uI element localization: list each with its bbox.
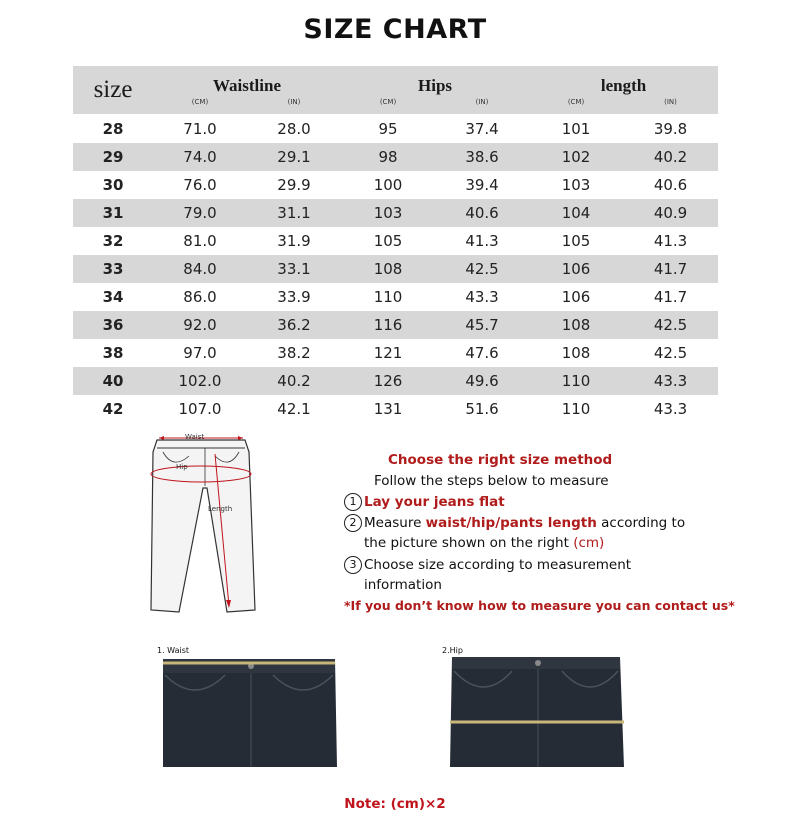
measurement-cell: 100 [373, 176, 403, 194]
measurement-cell: 36.2 [247, 311, 341, 339]
measurement-cell: 43.3 [623, 367, 718, 395]
pants-measure-diagram [145, 430, 265, 622]
length-label: Length [208, 505, 233, 513]
hip-photo [440, 645, 625, 767]
step-2 [344, 514, 685, 532]
measurement-cell: 97.0 [183, 344, 217, 362]
measurement-cell: 38.2 [277, 344, 311, 362]
measurement-cell: 41.3 [653, 232, 688, 250]
size-cell: 36 [73, 311, 153, 339]
measurement-cell: 108 [341, 255, 435, 283]
measurement-cell: 104 [529, 199, 623, 227]
measurement-cell: 107.0 [178, 400, 222, 418]
unit-label: (IN) [623, 98, 718, 114]
unit-label: (IN) [435, 98, 529, 114]
measurement-cell: 74.0 [153, 143, 247, 171]
measurement-cell: 102.0 [153, 367, 247, 395]
table-row [73, 143, 718, 171]
waist-photo [155, 645, 340, 767]
method-title: Choose the right size method [388, 452, 613, 468]
hip-photo-label: 2.Hip [442, 646, 463, 655]
unit-label: (CM) [341, 98, 435, 114]
measurement-cell: 33.9 [277, 288, 311, 306]
measurement-cell: 86.0 [183, 288, 217, 306]
size-cell: 40 [73, 367, 153, 395]
length-header: length [529, 66, 718, 98]
step-1-text: Lay your jeans flat [364, 494, 505, 510]
unit-header-row [73, 98, 718, 114]
measurement-cell: 45.7 [435, 311, 529, 339]
step-number: 3 [344, 556, 362, 574]
size-cell: 34 [102, 288, 124, 306]
measurement-cell: 33.1 [247, 255, 341, 283]
waist-label: Waist [185, 433, 205, 441]
measurement-cell: 92.0 [153, 311, 247, 339]
step-number: 1 [344, 493, 362, 511]
measurement-cell: 108 [529, 311, 623, 339]
step-2-continuation [364, 535, 604, 551]
measurement-cell: 84.0 [153, 255, 247, 283]
measurement-cell: 81.0 [183, 232, 217, 250]
measurement-cell: 71.0 [183, 120, 217, 138]
unit-label: (CM) [529, 98, 623, 114]
measurement-cell: 42.5 [623, 311, 718, 339]
measurement-cell: 42.5 [653, 344, 688, 362]
size-cell: 31 [73, 199, 153, 227]
step-2-text-tail: according to [596, 515, 686, 531]
table-row [73, 283, 718, 311]
hips-header: Hips [341, 66, 529, 98]
measurement-cell: 31.1 [247, 199, 341, 227]
measurement-cell: 47.6 [465, 344, 499, 362]
measurement-cell: 31.9 [277, 232, 311, 250]
table-row [73, 339, 718, 367]
measurement-cell: 40.2 [247, 367, 341, 395]
measurement-cell: 28.0 [277, 120, 311, 138]
table-row [73, 171, 718, 199]
measurement-cell: 102 [529, 143, 623, 171]
measurement-cell: 110 [529, 367, 623, 395]
size-chart-table [73, 66, 718, 423]
measurement-cell: 51.6 [465, 400, 499, 418]
step-3-text: Choose size according to measurement [364, 557, 632, 573]
measurement-cell: 40.9 [623, 199, 718, 227]
measurement-cell: 106 [561, 288, 591, 306]
size-cell: 32 [102, 232, 124, 250]
measurement-cell: 42.5 [435, 255, 529, 283]
measurement-cell: 41.7 [623, 255, 718, 283]
measurement-cell: 41.7 [653, 288, 688, 306]
measurement-cell: 39.4 [465, 176, 499, 194]
measurement-cell: 38.6 [435, 143, 529, 171]
size-column-header: size [73, 66, 153, 114]
size-cell: 29 [73, 143, 153, 171]
step-2-text-cont: the picture shown on the right [364, 535, 574, 551]
step-1 [344, 493, 505, 511]
waistline-header: Waistline [153, 66, 341, 98]
step-3-continuation: information [364, 577, 442, 593]
size-cell: 28 [102, 120, 124, 138]
table-header-row [73, 66, 718, 98]
step-3 [344, 556, 631, 574]
measurement-cell: 49.6 [435, 367, 529, 395]
unit-label: (CM) [153, 98, 247, 114]
step-2-highlight: waist/hip/pants length [425, 515, 597, 531]
waist-photo-label: 1. Waist [157, 646, 190, 655]
table-row [73, 227, 718, 255]
step-2-text: Measure [364, 515, 426, 531]
size-cell: 38 [102, 344, 124, 362]
size-cell: 30 [102, 176, 124, 194]
measurement-cell: 42.1 [277, 400, 311, 418]
unit-label: (IN) [247, 98, 341, 114]
method-subtitle: Follow the steps below to measure [374, 473, 609, 489]
contact-note: *If you don’t know how to measure you can contact us* [344, 598, 735, 613]
hip-label: Hip [176, 463, 188, 471]
measurement-cell: 105 [373, 232, 403, 250]
table-row [73, 255, 718, 283]
page-title: SIZE CHART [303, 14, 487, 45]
measurement-cell: 41.3 [465, 232, 499, 250]
measurement-cell: 110 [373, 288, 403, 306]
measurement-cell: 40.6 [435, 199, 529, 227]
step-2-unit: (cm) [573, 535, 605, 551]
measurement-cell: 37.4 [465, 120, 499, 138]
measurement-cell: 116 [341, 311, 435, 339]
table-row [73, 115, 718, 143]
measurement-cell: 103 [341, 199, 435, 227]
measurement-cell: 121 [373, 344, 403, 362]
measurement-cell: 29.9 [277, 176, 311, 194]
table-row [73, 395, 718, 423]
measurement-cell: 126 [341, 367, 435, 395]
measurement-cell: 40.6 [653, 176, 688, 194]
measurement-cell: 106 [529, 255, 623, 283]
measurement-cell: 108 [561, 344, 591, 362]
measurement-cell: 131 [373, 400, 403, 418]
step-number: 2 [344, 514, 362, 532]
table-row [73, 199, 718, 227]
measurement-cell: 101 [561, 120, 591, 138]
measurement-cell: 103 [561, 176, 591, 194]
measurement-cell: 43.3 [465, 288, 499, 306]
measurement-cell: 110 [561, 400, 591, 418]
measurement-cell: 95 [378, 120, 398, 138]
measurement-cell: 43.3 [653, 400, 688, 418]
footer-note: Note: (cm)×2 [344, 796, 446, 812]
table-row [73, 367, 718, 395]
size-cell: 42 [102, 400, 124, 418]
measurement-cell: 40.2 [623, 143, 718, 171]
measurement-cell: 76.0 [183, 176, 217, 194]
table-row [73, 311, 718, 339]
measurement-cell: 39.8 [653, 120, 688, 138]
measurement-cell: 105 [561, 232, 591, 250]
measurement-cell: 98 [341, 143, 435, 171]
size-cell: 33 [73, 255, 153, 283]
measurement-cell: 29.1 [247, 143, 341, 171]
measurement-cell: 79.0 [153, 199, 247, 227]
